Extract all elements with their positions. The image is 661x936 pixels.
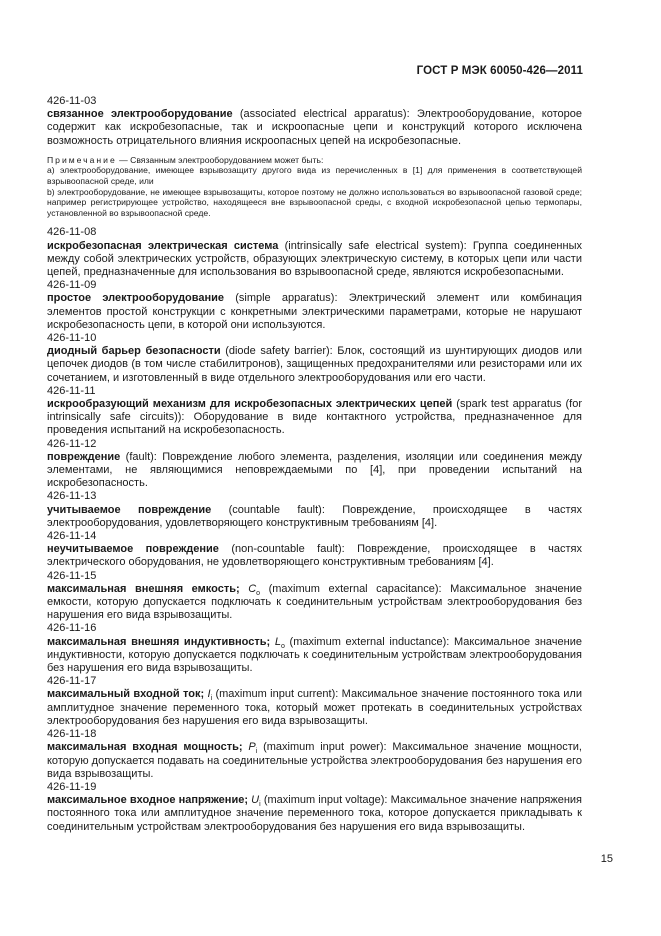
entry-symbol-subscript: o [256, 590, 261, 598]
entry-text: (maximum input current): Максимальное значение постоянного тока или амплитудное значение переменного тока, который может протекать в соединительных устройствах электрооборудования без нарушения его вида взрывозащиты. [47, 688, 582, 727]
entry-number: 426-11-16 [47, 622, 97, 635]
page-content [47, 95, 582, 834]
entry-definition [47, 451, 582, 491]
entry-text: (maximum input power): Максимальное значение мощности, которую допускается подавать на соединительные устройства электрооборудования без нарушения его вида взрывозащиты. [47, 741, 582, 780]
entry-symbol: U [251, 794, 260, 807]
entry-text: (diode safety barrier): Блок, состоящий из шунтирующих диодов или цепочек диодов (в том числе стабилитронов), защищенных предохранителями или резисторами или их сочетанием, и изготовленный в виде отдельного электрооборудования или его части. [47, 345, 582, 384]
page-number: 15 [600, 853, 613, 865]
entry-definition [47, 240, 582, 280]
entry-symbol-subscript: i [259, 801, 261, 809]
entry-term: максимальная внешняя индуктивность; [47, 635, 271, 648]
entry-text: (fault): Повреждение любого элемента, разделения, изоляции или соединения между элементами, не являющимися неповреждаемыми по [4], при проведении испытаний на искробезопасность. [47, 450, 582, 490]
entry-text: (spark test apparatus (for intrinsically safe circuits)): Оборудование в виде контактного устройства, предназначенное для проведения испытаний на искробезопасность. [47, 398, 582, 437]
entry-number: 426-11-11 [47, 384, 96, 397]
entry-term: максимальная внешняя емкость; [47, 582, 240, 595]
entry-text: (non-countable fault): Повреждение, происходящее в частях электрического оборудования, не удовлетворяющего конструктивным требованиям [4]. [47, 543, 582, 569]
entry-text: (maximum input voltage): Максимальное значение напряжения постоянного тока или амплитудное значение переменного тока, которое допускается прикладывать к соединительным устройствам электрооборудования без нарушения его вида взрывозащиты. [47, 794, 582, 833]
entry-number: 426-11-08 [47, 226, 97, 239]
entry-symbol-subscript: i [255, 748, 258, 756]
entry-definition [47, 108, 582, 148]
entry-text: (countable fault): Повреждение, происходящее в частях электрооборудования, удовлетворяющего конструктивным требованиям [4]. [47, 503, 582, 529]
entry-number: 426-11-13 [47, 490, 97, 503]
entry-definition [47, 504, 582, 530]
note-intro: — Связанным электрооборудованием может быть: [116, 154, 324, 165]
entry-symbol-subscript: o [280, 642, 285, 650]
note-block [47, 155, 582, 219]
entry-number: 426-11-19 [47, 780, 97, 793]
entry-text: (maximum external capacitance): Максимальное значение емкости, которую допускается подключать к соединительным устройствам электрооборудования без нарушения его вида взрывозащиты. [47, 582, 582, 622]
note-item: a) электрооборудование, имеющее взрывозащиту другого вида из перечисленных в [1] для применения в соответствующей взрывоопасной среде, или [47, 165, 582, 186]
entry-number: 426-11-09 [47, 279, 97, 292]
entry-definition [47, 398, 582, 438]
entry-definition [47, 794, 582, 834]
entry-number: 426-11-03 [47, 95, 97, 107]
entry-term: повреждение [47, 450, 121, 463]
entry-definition [47, 636, 582, 676]
entry-term: максимальный входной ток; [47, 688, 205, 701]
entry-term: простое электрооборудование [47, 292, 225, 305]
entry-number: 426-11-12 [47, 437, 97, 450]
entry-symbol: P [248, 741, 256, 754]
entry-definition [47, 688, 582, 728]
entry-term: максимальное входное напряжение; [47, 794, 248, 807]
note-item: b) электрооборудование, не имеющее взрывозащиты, которое поэтому не должно использоваться во взрывоопасной газовой среде; например регистрирующее устройство, находящееся вне взрывоопасной среды, с входной искробезопасной цепью термопары, установленной во взрывоопасной среде. [47, 186, 582, 218]
entry-symbol: I [207, 688, 211, 701]
entry-term: искробезопасная электрическая система [47, 239, 279, 252]
entry-number: 426-11-17 [47, 675, 97, 688]
entry-term: максимальная входная мощность; [47, 741, 243, 754]
entry-text: (maximum external inductance): Максимальное значение индуктивности, которую допускается подключать к соединительным устройствам электрооборудования без нарушения его вида взрывозащиты. [47, 635, 582, 675]
entry-term: искрообразующий механизм для искробезопасных электрических цепей [47, 398, 453, 411]
entry-definition [47, 292, 582, 332]
entry-definition [47, 583, 582, 623]
entry-number: 426-11-15 [47, 569, 97, 582]
entry-symbol: L [274, 635, 281, 648]
entry-definition [47, 543, 582, 569]
entry-definition [47, 345, 582, 385]
entry-number: 426-11-18 [47, 728, 97, 741]
entry-number: 426-11-14 [47, 530, 97, 543]
entry-text: (associated electrical apparatus): Электрооборудование, которое содержит как искробезопасные, так и искроопасные цепи и конструкций которого исключена возможность отрицательного влияния искроопасных цепей на искробезопасные. [47, 108, 582, 147]
entry-number: 426-11-10 [47, 332, 97, 344]
entry-symbol-subscript: i [210, 695, 213, 703]
entry-text: (simple apparatus): Электрический элемент или комбинация элементов простой конструкции с конкретными электрическими параметрами, которые не нарушают искробезопасность цепи, в которой они используются. [47, 292, 582, 331]
document-header: ГОСТ Р МЭК 60050-426—2011 [416, 65, 583, 77]
entry-text: (intrinsically safe electrical system): Группа соединенных между собой электрических устройств, образующих электрическую систему, в которых цепи или части цепей, предназначенные для использования во взрывоопасной среде, являются искробезопасными. [47, 239, 582, 278]
entry-term: диодный барьер безопасности [47, 345, 221, 358]
entry-term: неучитываемое повреждение [47, 543, 219, 556]
entry-term: связанное электрооборудование [47, 108, 233, 121]
entry-definition [47, 741, 582, 781]
note-label: Примечание [47, 154, 117, 165]
entry-symbol: C [248, 582, 257, 595]
entry-term: учитываемое повреждение [47, 503, 212, 516]
